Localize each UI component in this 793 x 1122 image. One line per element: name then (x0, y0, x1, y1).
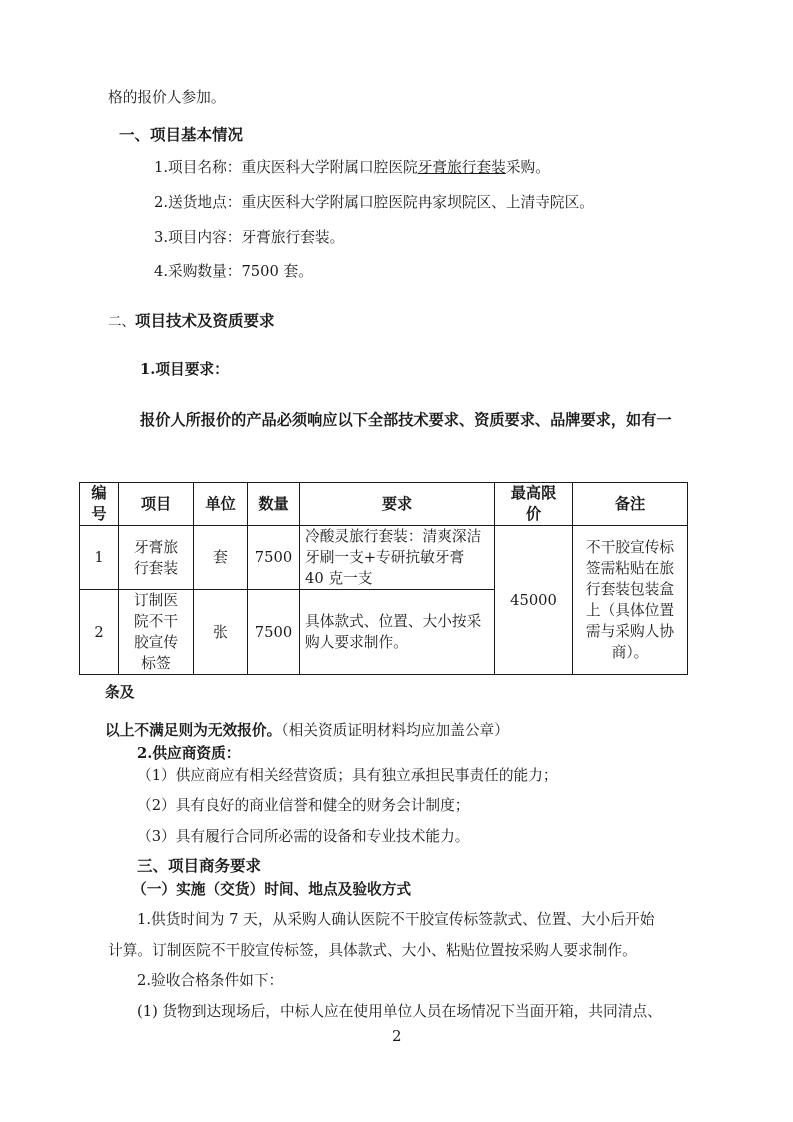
invalid-quote-text: 以上不满足则为无效报价。 (105, 722, 282, 739)
row1-requirement: 冷酸灵旅行套装：清爽深洁 牙刷一支+专研抗敏牙膏 40 克一支 (300, 526, 495, 590)
header-note: 备注 (573, 483, 688, 526)
table-row (80, 526, 688, 590)
acceptance-conditions: 2.验收合格条件如下： (137, 972, 284, 989)
supplier-qualification-subheading: 2.供应商资质： (137, 745, 241, 762)
header-unit: 单位 (194, 483, 248, 526)
header-requirement: 要求 (300, 483, 495, 526)
note-cell: 不干胶宣传标 签需粘贴在旅 行套装包装盒 上（具体位置 需与采购人协 商）。 (573, 526, 688, 675)
qualification-item: （2）具有良好的商业信誉和健全的财务会计制度； (137, 797, 470, 814)
supply-time-line-1: 1.供货时间为 7 天，从采购人确认医院不干胶宣传标签款式、位置、大小后开始 (137, 911, 655, 928)
project-name-suffix: 采购。 (505, 159, 550, 176)
header-no: 编 号 (80, 483, 119, 526)
purchase-quantity-line: 4.采购数量：7500 套。 (154, 263, 313, 280)
project-name-underlined: 牙膏旅行套装 (417, 159, 506, 176)
header-qty: 数量 (248, 483, 300, 526)
row2-qty: 7500 (248, 590, 300, 675)
row1-qty: 7500 (248, 526, 300, 590)
project-name-line (154, 159, 550, 177)
section3-heading: 三、项目商务要求 (137, 856, 262, 875)
row2-requirement: 具体款式、位置、大小按采 购人要求制作。 (300, 590, 495, 675)
row1-unit: 套 (194, 526, 248, 590)
qualification-item: （3）具有履行合同所必需的设备和专业技术能力。 (137, 828, 470, 845)
qualification-item: （1）供应商应有相关经营资质；具有独立承担民事责任的能力； (137, 767, 558, 784)
page-number: 2 (392, 1027, 402, 1045)
section2-heading (108, 312, 275, 331)
after-table-line-2 (105, 722, 509, 740)
table-header-row (80, 483, 688, 526)
after-table-line-1: 条及 (105, 684, 135, 701)
row1-item: 牙膏旅 行套装 (119, 526, 194, 590)
delivery-location-line: 2.送货地点：重庆医科大学附属口腔医院冉家坝院区、上清寺院区。 (154, 194, 594, 211)
intro-line: 格的报价人参加。 (108, 89, 226, 106)
section2-heading-num: 二、 (108, 314, 135, 330)
section3-subheading: （一）实施（交货）时间、地点及验收方式 (132, 881, 412, 898)
max-price-cell: 45000 (495, 526, 573, 675)
requirement-line: 报价人所报价的产品必须响应以下全部技术要求、资质要求、品牌要求，如有一 (140, 411, 672, 429)
row2-unit: 张 (194, 590, 248, 675)
project-content-line: 3.项目内容：牙膏旅行套装。 (154, 229, 345, 246)
header-item: 项目 (119, 483, 194, 526)
header-max-price: 最高限 价 (495, 483, 573, 526)
row2-item: 订制医 院不干 胶宣传 标签 (119, 590, 194, 675)
project-name-prefix: 1.项目名称：重庆医科大学附属口腔医院 (154, 159, 418, 176)
row1-no: 1 (80, 526, 119, 590)
acceptance-item-1: (1) 货物到达现场后，中标人应在使用单位人员在场情况下当面开箱，共同清点、 (137, 1003, 662, 1020)
stamp-note: （相关资质证明材料均应加盖公章） (281, 722, 509, 739)
section1-heading: 一、项目基本情况 (119, 125, 244, 144)
section2-heading-text: 项目技术及资质要求 (135, 311, 275, 330)
row2-no: 2 (80, 590, 119, 675)
supply-time-line-2: 计算。订制医院不干胶宣传标签，具体款式、大小、粘贴位置按采购人要求制作。 (108, 942, 637, 959)
requirements-table (79, 482, 688, 675)
project-requirements-subheading: 1.项目要求： (140, 361, 229, 378)
